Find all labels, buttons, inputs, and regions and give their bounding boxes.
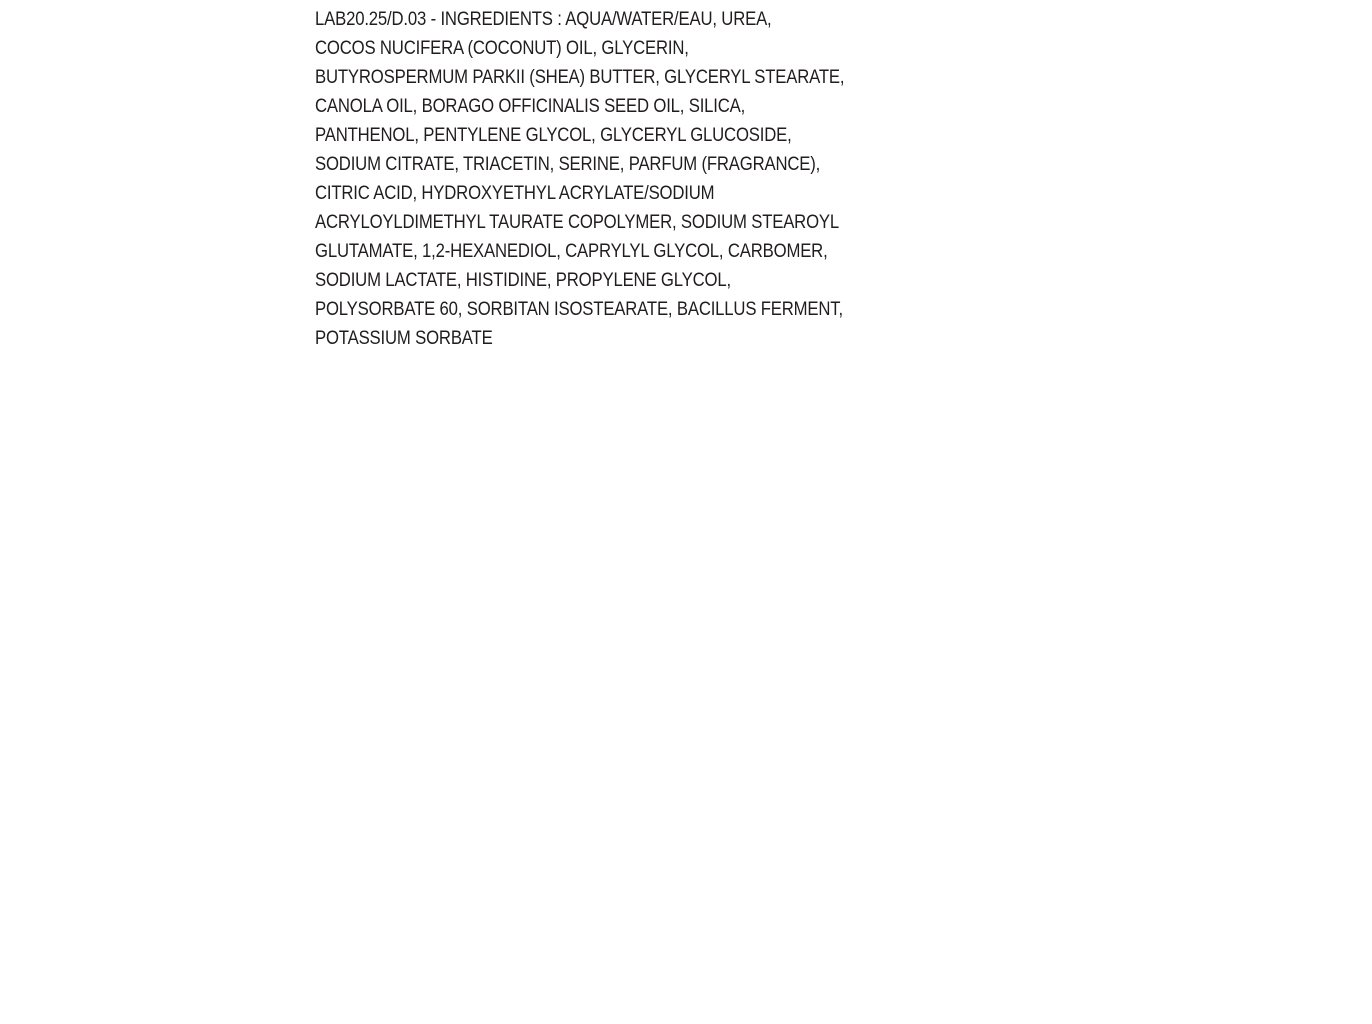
ingredients-line-12: POTASSIUM SORBATE [315,328,493,349]
ingredients-line-1: LAB20.25/D.03 - INGREDIENTS : AQUA/WATER/EAU, UREA, [315,9,772,30]
ingredients-line-2: COCOS NUCIFERA (COCONUT) OIL, GLYCERIN, [315,38,689,59]
ingredients-line-5: PANTHENOL, PENTYLENE GLYCOL, GLYCERYL GLUCOSIDE, [315,125,792,146]
ingredients-line-8: ACRYLOYLDIMETHYL TAURATE COPOLYMER, SODIUM STEAROYL [315,212,840,233]
ingredients-line-9: GLUTAMATE, 1,2-HEXANEDIOL, CAPRYLYL GLYCOL, CARBOMER, [315,241,828,262]
ingredients-line-11: POLYSORBATE 60, SORBITAN ISOSTEARATE, BACILLUS FERMENT, [315,299,843,320]
ingredients-line-4: CANOLA OIL, BORAGO OFFICINALIS SEED OIL, SILICA, [315,96,746,117]
ingredients-line-7: CITRIC ACID, HYDROXYETHYL ACRYLATE/SODIUM [315,183,715,204]
ingredients-line-6: SODIUM CITRATE, TRIACETIN, SERINE, PARFUM (FRAGRANCE), [315,154,821,175]
ingredients-text-block [315,5,861,353]
ingredients-line-10: SODIUM LACTATE, HISTIDINE, PROPYLENE GLYCOL, [315,270,731,291]
ingredients-line-3: BUTYROSPERMUM PARKII (SHEA) BUTTER, GLYCERYL STEARATE, [315,67,845,88]
